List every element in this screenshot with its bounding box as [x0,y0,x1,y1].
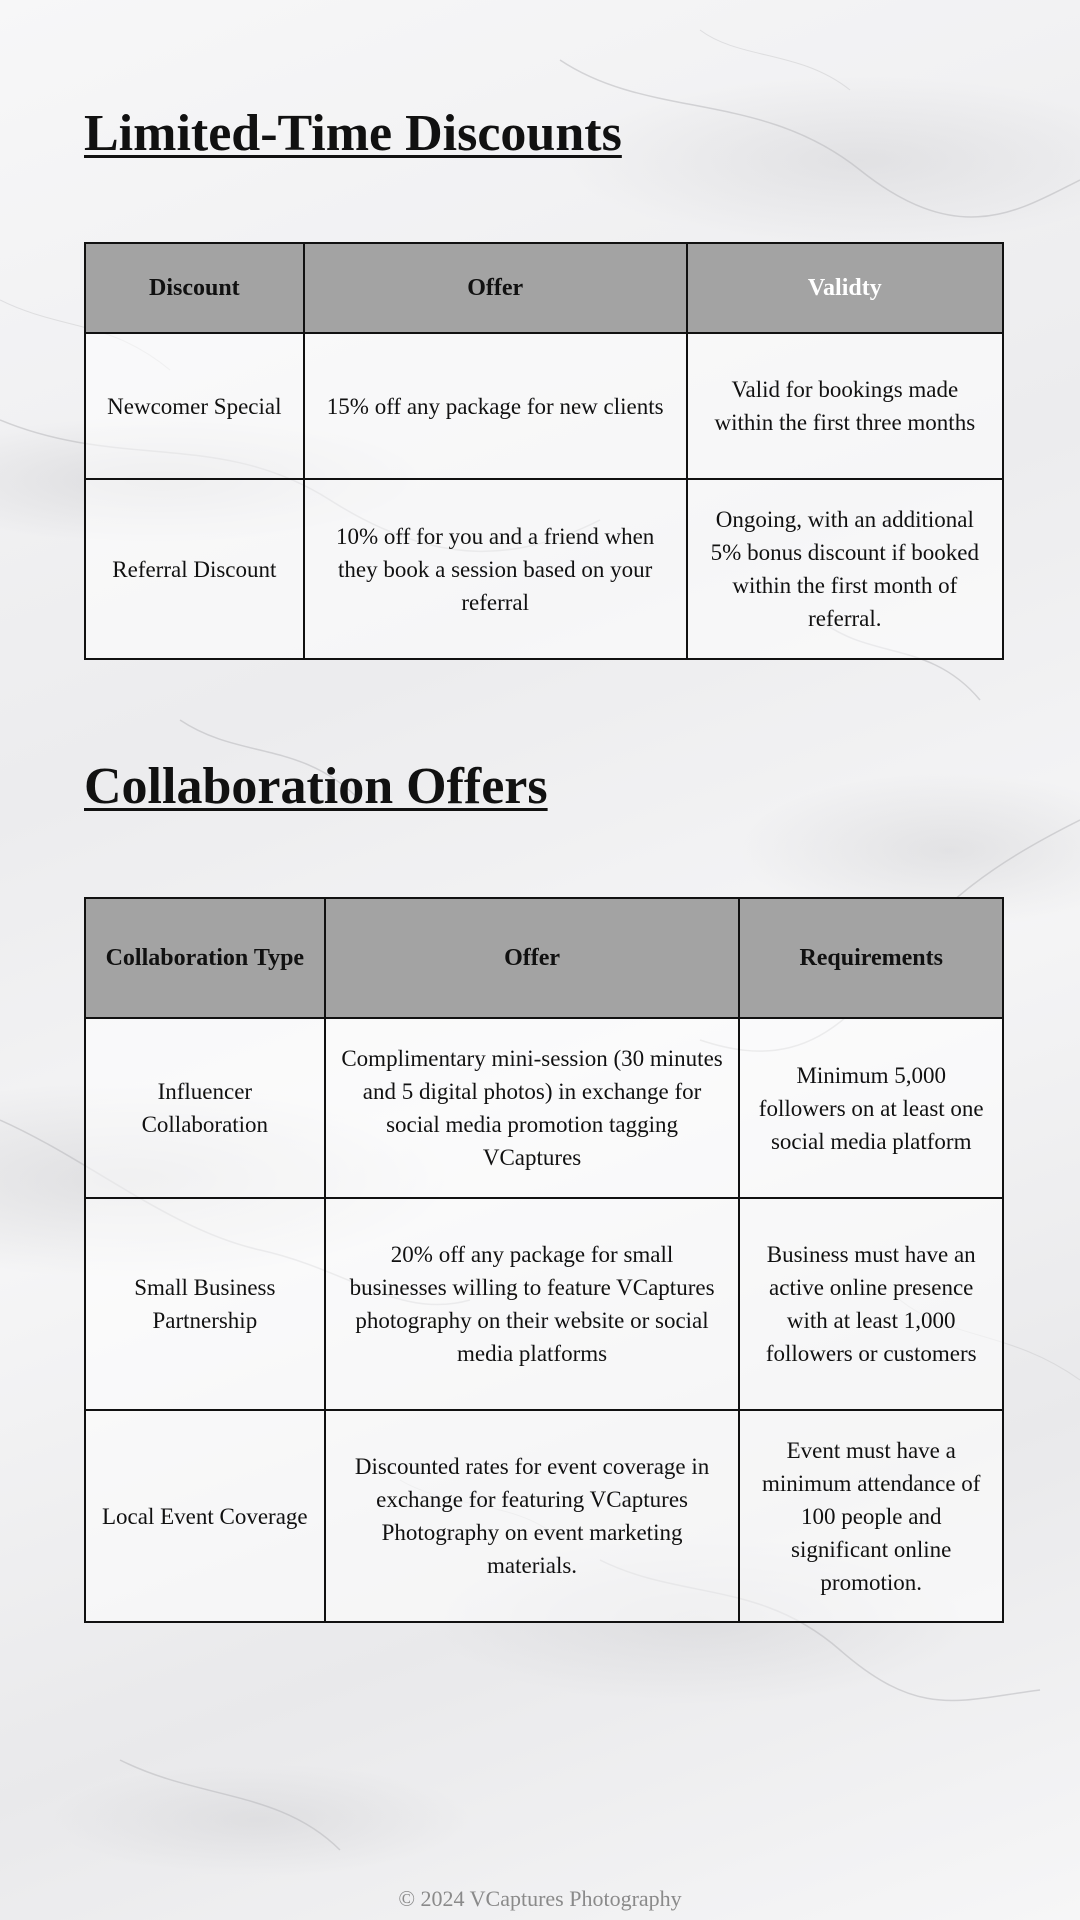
collaborations-header-row [85,898,1003,1018]
collaboration-type: Small Business Partnership [85,1198,325,1410]
collaborations-title: Collaboration Offers [84,758,548,815]
footer-copyright: © 2024 VCaptures Photography [398,1886,682,1911]
discounts-header-validity: Validty [687,243,1003,333]
collaborations-header-offer: Offer [325,898,740,1018]
collaborations-header-type: Collaboration Type [85,898,325,1018]
collaboration-requirements: Minimum 5,000 followers on at least one social media platform [739,1018,1003,1198]
discount-name: Referral Discount [85,479,304,659]
collaboration-offer: 20% off any package for small businesses willing to feature VCaptures photography on their website or social media platforms [325,1198,740,1410]
discount-name: Newcomer Special [85,333,304,479]
discounts-table [84,242,1004,660]
collaborations-header-requirements: Requirements [739,898,1003,1018]
collaboration-type: Local Event Coverage [85,1410,325,1622]
discount-validity: Ongoing, with an additional 5% bonus discount if booked within the first month of referral. [687,479,1003,659]
collaborations-table [84,897,1004,1623]
table-row [85,333,1003,479]
table-row [85,1018,1003,1198]
discounts-header-discount: Discount [85,243,304,333]
collaboration-offer: Discounted rates for event coverage in exchange for featuring VCaptures Photography on event marketing materials. [325,1410,740,1622]
collaboration-requirements: Event must have a minimum attendance of 100 people and significant online promotion. [739,1410,1003,1622]
discounts-header-row [85,243,1003,333]
table-row [85,1410,1003,1622]
discount-validity: Valid for bookings made within the first three months [687,333,1003,479]
discount-offer: 15% off any package for new clients [304,333,687,479]
discounts-title: Limited-Time Discounts [84,105,622,162]
discount-offer: 10% off for you and a friend when they book a session based on your referral [304,479,687,659]
collaboration-type: Influencer Collaboration [85,1018,325,1198]
collaboration-requirements: Business must have an active online presence with at least 1,000 followers or customers [739,1198,1003,1410]
table-row [85,1198,1003,1410]
discounts-header-offer: Offer [304,243,687,333]
table-row [85,479,1003,659]
collaboration-offer: Complimentary mini-session (30 minutes and 5 digital photos) in exchange for social media promotion tagging VCaptures [325,1018,740,1198]
